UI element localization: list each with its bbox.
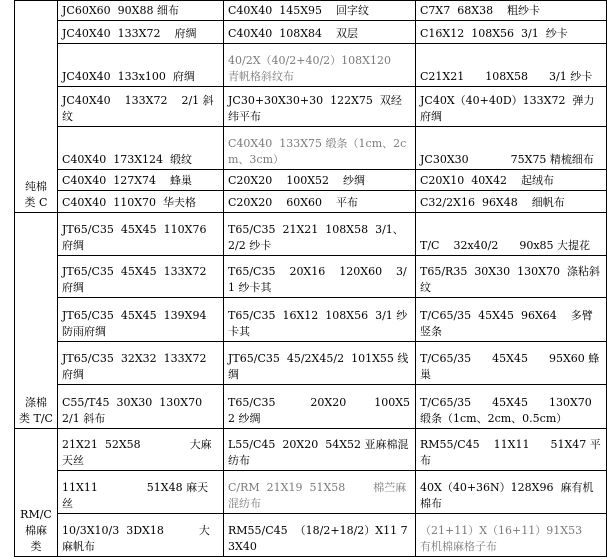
fabric-cell: T/C65/35 45X45 95X60 蜂巢 <box>416 342 607 385</box>
fabric-cell: C/RM 21X19 51X58 棉苎麻混纺布 <box>224 471 416 514</box>
fabric-cell: C40X40 133X75 缎条（1cm、2cm、3cm） <box>224 127 416 170</box>
fabric-cell: C20X10 40X42 起绒布 <box>416 170 607 191</box>
fabric-cell: JC30X30 75X75 精梳细布 <box>416 127 607 170</box>
fabric-cell: JT65/C35 45X45 139X94 防雨府绸 <box>58 298 224 342</box>
fabric-cell: C40X40 145X95 回字纹 <box>224 1 416 21</box>
fabric-cell: JT65/C35 45X45 110X76 府绸 <box>58 212 224 255</box>
fabric-spec-table <box>14 0 607 557</box>
fabric-cell: C40X40 110X70 华夫格 <box>58 191 224 212</box>
fabric-cell: T65/C35 21X21 108X58 3/1、2/2 纱卡 <box>224 212 416 255</box>
table-row <box>15 384 607 428</box>
fabric-cell: L55/C45 20X20 54X52 亚麻棉混纺布 <box>224 428 416 471</box>
fabric-cell: 40X（40+36N）128X96 麻有机棉布 <box>416 471 607 514</box>
fabric-cell: C7X7 68X38 粗纱卡 <box>416 1 607 21</box>
fabric-cell: C21X21 108X58 3/1 纱卡 <box>416 43 607 86</box>
fabric-cell: C16X12 108X56 3/1 纱卡 <box>416 21 607 43</box>
table-row <box>15 471 607 514</box>
fabric-cell: JC40X40 133x100 府绸 <box>58 43 224 86</box>
fabric-cell: JT65/C35 32X32 133X72 府绸 <box>58 342 224 385</box>
category-label: RM/C 棉麻 类 <box>15 428 58 556</box>
table-row <box>15 212 607 255</box>
fabric-cell: C40X40 173X124 缎纹 <box>58 127 224 170</box>
fabric-cell: JT65/C35 45X45 133X72 府绸 <box>58 255 224 298</box>
table-row <box>15 86 607 127</box>
fabric-cell: 11X11 51X48 麻天丝 <box>58 471 224 514</box>
fabric-cell: T/C 32x40/2 90x85 大提花 <box>416 212 607 255</box>
fabric-cell: C20X20 100X52 纱绸 <box>224 170 416 191</box>
fabric-cell: C40X40 127X74 蜂巢 <box>58 170 224 191</box>
fabric-cell: C55/T45 30X30 130X70 2/1 斜布 <box>58 384 224 428</box>
fabric-cell: T65/C35 20X20 100X52 纱绸 <box>224 384 416 428</box>
fabric-cell: 40/2X（40/2+40/2）108X120 青帆格斜纹布 <box>224 43 416 86</box>
table-row <box>15 255 607 298</box>
fabric-cell: JC40X40 133X72 2/1 斜纹 <box>58 86 224 127</box>
fabric-cell: 10/3X10/3 3DX18 大麻帆布 <box>58 514 224 557</box>
fabric-cell: T/C65/35 45X45 130X70 缎条（1cm、2cm、0.5cm） <box>416 384 607 428</box>
table-row <box>15 21 607 43</box>
table-row <box>15 191 607 212</box>
table-row <box>15 514 607 557</box>
fabric-cell: T65/C35 20X16 120X60 3/1 纱卡其 <box>224 255 416 298</box>
fabric-cell: C20X20 60X60 平布 <box>224 191 416 212</box>
fabric-cell: T65/C35 16X12 108X56 3/1 纱卡其 <box>224 298 416 342</box>
fabric-cell: JC60X60 90X88 细布 <box>58 1 224 21</box>
fabric-cell: C32/2X16 96X48 细帆布 <box>416 191 607 212</box>
fabric-cell: JC40X（40+40D）133X72 弹力府绸 <box>416 86 607 127</box>
category-label: 涤棉 类 T/C <box>15 212 58 428</box>
fabric-cell: T/C65/35 45X45 96X64 多臂竖条 <box>416 298 607 342</box>
table-row <box>15 428 607 471</box>
table-row <box>15 43 607 86</box>
fabric-cell: （21+11）X（16+11）91X53 有机棉麻格子布 <box>416 514 607 557</box>
fabric-cell: JC30+30X30+30 122X75 双经纬平布 <box>224 86 416 127</box>
table-row <box>15 298 607 342</box>
fabric-cell: JC40X40 133X72 府绸 <box>58 21 224 43</box>
fabric-cell: RM55/C45 （18/2+18/2）X11 73X40 <box>224 514 416 557</box>
fabric-cell: 21X21 52X58 大麻天丝 <box>58 428 224 471</box>
table-row <box>15 342 607 385</box>
table-row <box>15 1 607 21</box>
fabric-cell: T65/R35 30X30 130X70 涤粘斜纹 <box>416 255 607 298</box>
fabric-cell: JT65/C35 45/2X45/2 101X55 线绸 <box>224 342 416 385</box>
category-label: 纯棉 类 C <box>15 1 58 213</box>
fabric-cell: C40X40 108X84 双层 <box>224 21 416 43</box>
table-row <box>15 170 607 191</box>
fabric-cell: RM55/C45 11X11 51X47 平布 <box>416 428 607 471</box>
table-row <box>15 127 607 170</box>
